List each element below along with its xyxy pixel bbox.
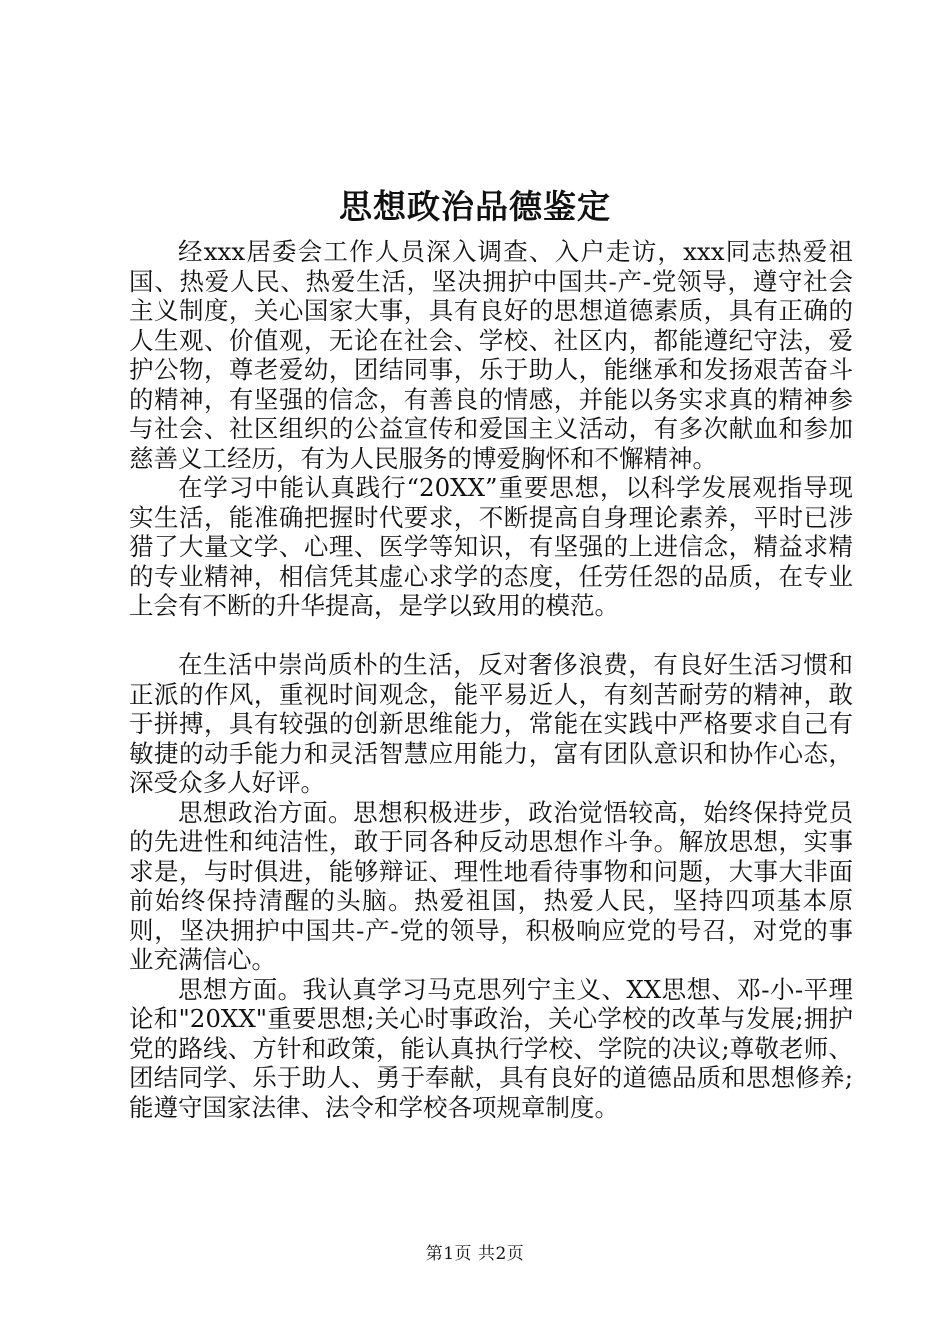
paragraph-1: 经xxx居委会工作人员深入调查、入户走访，xxx同志热爱祖国、热爱人民、热爱生活，坚决拥护中国共-产-党领导，遵守社会主义制度，关心国家大事，具有良好的思想道德素质，具有正确的人生观、价值观，无论在社会、学校、社区内，都能遵纪守法，爱护公物，尊老爱幼，团结同事，乐于助人，能继承和发扬艰苦奋斗的精神，有坚强的信念，有善良的情感，并能以务实求真的精神参与社会、社区组织的公益宣传和爱国主义活动，有多次献血和参加慈善义工经历，有为人民服务的博爱胸怀和不懈精神。 bbox=[129, 237, 853, 473]
page-number-footer: 第1页 共2页 bbox=[425, 1244, 525, 1264]
paragraph-5: 思想方面。我认真学习马克思列宁主义、XX思想、邓-小-平理论和"20XX"重要思想;关心时事政治，关心学校的改革与发展;拥护党的路线、方针和政策，能认真执行学校、学院的决议;尊敬老师、团结同学、乐于助人、勇于奉献，具有良好的道德品质和思想修养;能遵守国家法律、法令和学校各项规章制度。 bbox=[129, 974, 853, 1122]
paragraph-3: 在生活中崇尚质朴的生活，反对奢侈浪费，有良好生活习惯和正派的作风，重视时间观念，能平易近人，有刻苦耐劳的精神，敢于拼搏，具有较强的创新思维能力，常能在实践中严格要求自己有敏捷的动手能力和灵活智慧应用能力，富有团队意识和协作心态，深受众多人好评。 bbox=[129, 650, 853, 797]
document-body bbox=[129, 237, 853, 1122]
paragraph-4: 思想政治方面。思想积极进步，政治觉悟较高，始终保持党员的先进性和纯洁性，敢于同各种反动思想作斗争。解放思想，实事求是，与时俱进，能够辩证、理性地看待事物和问题，大事大非面前始终保持清醒的头脑。热爱祖国，热爱人民，坚持四项基本原则，坚决拥护中国共-产-党的领导，积极响应党的号召，对党的事业充满信心。 bbox=[129, 797, 853, 974]
document-title: 思想政治品德鉴定 bbox=[339, 187, 611, 226]
paragraph-2: 在学习中能认真践行“20XX”重要思想，以科学发展观指导现实生活，能准确把握时代要求，不断提高自身理论素养，平时已涉猎了大量文学、心理、医学等知识，有坚强的上进信念，精益求精的专业精神，相信凭其虚心求学的态度，任劳任怨的品质，在专业上会有不断的升华提高，是学以致用的模范。 bbox=[129, 473, 853, 620]
